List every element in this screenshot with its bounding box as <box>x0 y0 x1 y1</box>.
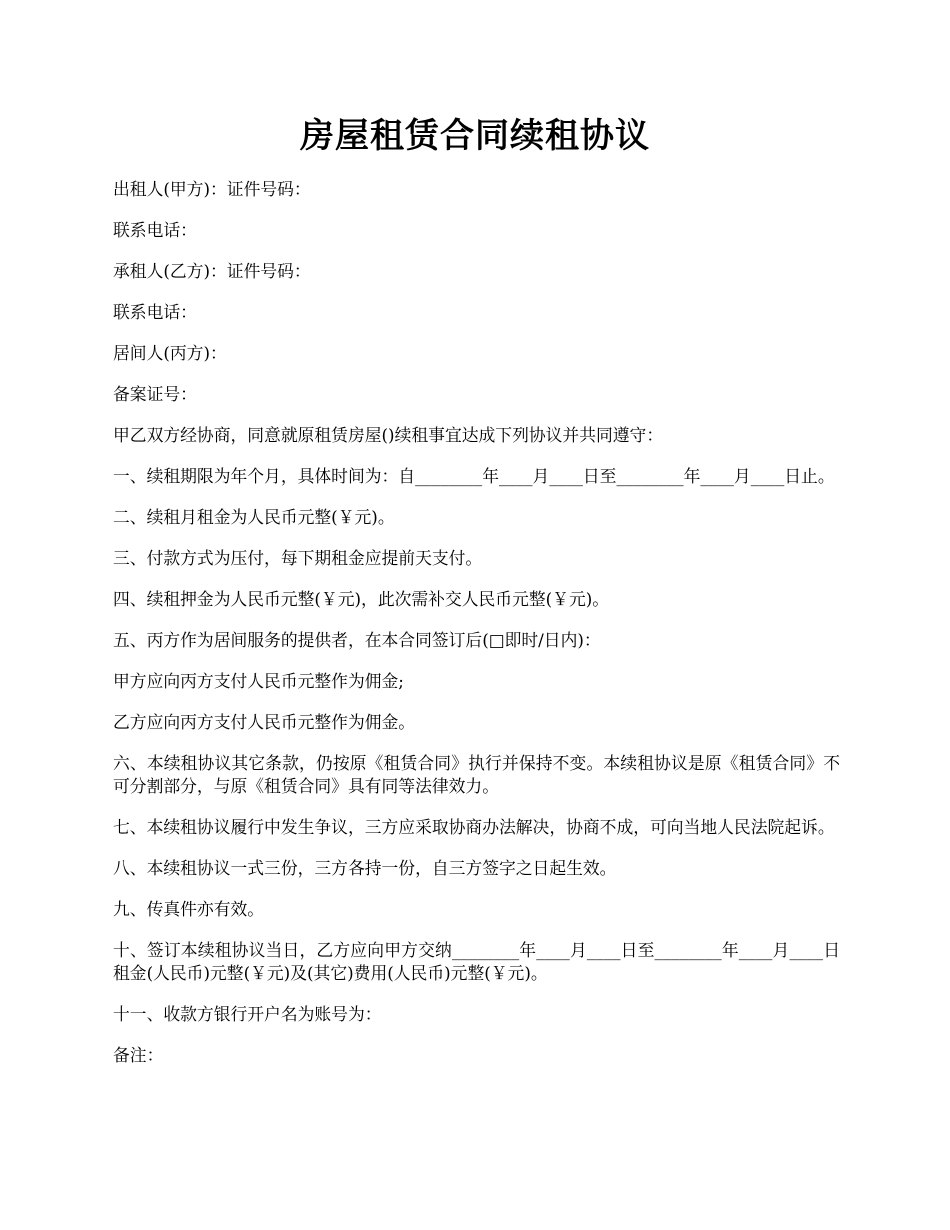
document-title: 房屋租赁合同续租协议 <box>300 116 650 156</box>
clause-5-party-a-commission: 甲方应向丙方支付人民币元整作为佣金; <box>113 671 404 691</box>
clause-4-deposit: 四、续租押金为人民币元整(￥元)，此次需补交人民币元整(￥元)。 <box>113 589 610 609</box>
clause-3-payment-method: 三、付款方式为压付，每下期租金应提前天支付。 <box>113 548 483 568</box>
clause-8-copies: 八、本续租协议一式三份，三方各持一份，自三方签字之日起生效。 <box>113 858 617 878</box>
paragraph-lessor: 出租人(甲方)：证件号码： <box>113 179 311 199</box>
paragraph-remarks: 备注： <box>113 1045 164 1065</box>
clause-1-renewal-term: 一、续租期限为年个月，具体时间为：自________年____月____日至________年____月____日止。 <box>113 466 835 486</box>
paragraph-preamble: 甲乙双方经协商，同意就原租赁房屋()续租事宜达成下列协议并共同遵守： <box>113 425 664 445</box>
clause-2-monthly-rent: 二、续租月租金为人民币元整(￥元)。 <box>113 507 395 527</box>
clause-5-intermediary-service: 五、丙方作为居间服务的提供者，在本合同签订后(□即时/日内)： <box>113 630 601 650</box>
clause-6-other-terms: 六、本续租协议其它条款，仍按原《租赁合同》执行并保持不变。本续租协议是原《租赁合同》不可分割部分，与原《租赁合同》具有同等法律效力。 <box>113 753 840 796</box>
paragraph-lessor-phone: 联系电话： <box>113 220 197 240</box>
paragraph-lessee: 承租人(乙方)：证件号码： <box>113 261 311 281</box>
clause-7-disputes: 七、本续租协议履行中发生争议，三方应采取协商办法解决，协商不成，可向当地人民法院起诉。 <box>113 817 835 837</box>
clause-11-bank-account: 十一、收款方银行开户名为账号为： <box>113 1004 382 1024</box>
paragraph-intermediary: 居间人(丙方)： <box>113 343 227 363</box>
document-body <box>113 178 840 1085</box>
clause-9-fax-validity: 九、传真件亦有效。 <box>113 899 265 919</box>
paragraph-lessee-phone: 联系电话： <box>113 302 197 322</box>
paragraph-filing-number: 备案证号： <box>113 384 197 404</box>
clause-10-payment-on-signing: 十、签订本续租协议当日，乙方应向甲方交纳________年____月____日至________年____月____日租金(人民币)元整(￥元)及(其它)费用(人民币)元整(￥元)。 <box>113 940 840 983</box>
clause-5-party-b-commission: 乙方应向丙方支付人民币元整作为佣金。 <box>113 712 416 732</box>
